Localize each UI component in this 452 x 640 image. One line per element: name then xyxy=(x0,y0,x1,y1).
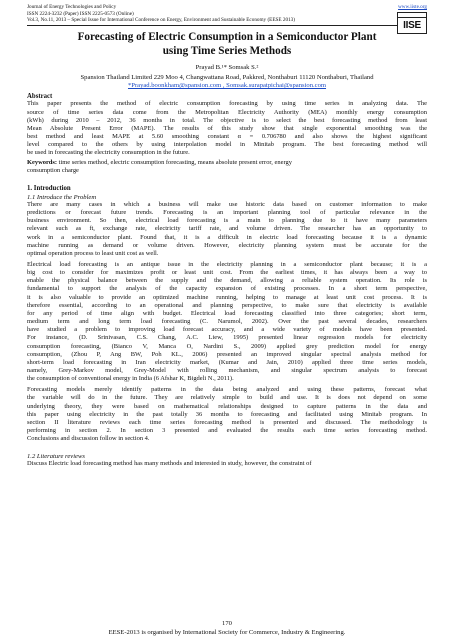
section-introduction-heading: 1. Introduction xyxy=(27,184,71,192)
keywords-label: Keywords: xyxy=(27,158,58,166)
title-line-1: Forecasting of Electric Consumption in a Semiconductor Plant xyxy=(77,31,377,44)
paper-title xyxy=(27,31,427,58)
abstract-line: source of time series data come from the Metropolitan Electricity Authority (MEA) monthly energy consumption xyxy=(27,108,427,116)
paragraph-line: therefore essential, according to an operational and planning perspective, to make sure that electricity is available xyxy=(27,301,427,309)
paragraph-line: for any period of time align with budget. Electrical load forecasting classified into three categories; short term, xyxy=(27,309,427,317)
paragraph-line: There are many cases in which a business will make use historic data based on customer information to make xyxy=(27,200,427,208)
abstract-line: (kWh) during 2010 – 2012, 36 months in total. The objective is to select the best forecasting method from least xyxy=(27,116,427,124)
paragraph-line: fundamental to support the analysis of the capacity expansion of existing processes. In a short term perspective, xyxy=(27,285,427,293)
literature-paragraph xyxy=(27,460,427,468)
paragraph-line: relevant such as ft, exchange rate, electricity tariff rate, and volume driven. The researcher has an opportunity to xyxy=(27,225,427,233)
abstract-line: be used in forecasting the electricity consumption in the future. xyxy=(27,149,190,157)
paragraph-line: the variable will do in the future. They are relatively simple to build and use. It is does not depend on some xyxy=(27,394,427,402)
paragraph-line: performing in section 2. In section 3 presented and evaluated the results each time series forecasting method. xyxy=(27,427,427,435)
abstract-heading: Abstract xyxy=(27,93,53,101)
paragraph-line: short-term load forecasting in Iran electricity market, (Kumar and Jain, 2010) applied three time series models, xyxy=(27,358,427,366)
paragraph-line: business environment. So then, electrical load forecasting is a main to planning due to it have many parameters xyxy=(27,217,427,225)
paragraph-line: consumption, (Zhou P, Ang BW, Poh KL., 2006) presented an improved singular spectral analysis method for xyxy=(27,350,427,358)
intro-paragraph-1 xyxy=(27,201,427,258)
abstract-line: Mean Absolute Present Error (MAPE). The results of this study show that single exponential smoothing was the xyxy=(27,124,427,132)
paragraph-line: section II literature reviews each time series forecasting method is presented and discussed. The methodology is xyxy=(27,418,427,426)
paragraph-line: namely, Grey-Markov model, Grey-Model with rolling mechanism, and singular spectrum analysis to forecast xyxy=(27,367,427,374)
page-number: 170 xyxy=(222,620,232,627)
paragraph-line: Conclusions and discussion follow in section 4. xyxy=(27,435,150,443)
abstract-line: best method and least MAPE at 5.60 smoothing constant α = 0.706780 and also shows the highest significant xyxy=(27,133,427,141)
keywords-line-1: time series method, electric consumption forecasting, means absolute present error, energy xyxy=(57,158,292,166)
header-rule xyxy=(27,25,397,26)
iiste-logo xyxy=(397,12,427,34)
paragraph-line: work in a semiconductor plant. Found that, it is a difficult in electric load forecasting because it is a dynamic xyxy=(27,233,427,241)
page-footer: EESE-2013 is organised by International Society for Commerce, Industry & Engineering. xyxy=(108,629,346,636)
subsection-problem-heading: 1.1 Introduce the Problem xyxy=(27,193,97,201)
paragraph-line: optimal operation process to least unit cost as well. xyxy=(27,249,159,257)
paragraph-line: predictions or forecast future trends. Forecasting is an important planning tool of particular relevance in the xyxy=(27,209,427,217)
journal-name: Journal of Energy Technologies and Policy xyxy=(27,4,117,10)
paragraph-line: this paper using electricity in the past totally 36 months to forecasting and facilitated using Minitab program. In xyxy=(27,410,427,418)
subsection-literature-heading: 1.2 Literature reviews xyxy=(27,453,85,461)
logo-text: IISE xyxy=(403,20,421,31)
journal-volume: Vol.3, No.11, 2013 – Special Issue for International Conference on Energy, Environment and Sustainable Economy (EESE 2013) xyxy=(27,17,295,24)
paragraph-line: enable the physical balance between the supply and the demand, allowing a reliable system operation. Its role is xyxy=(27,277,427,285)
paragraph-line: Discuss Electric load forecasting method has many methods and interested in study, however, the constraint of xyxy=(27,460,312,468)
intro-paragraph-3 xyxy=(27,386,427,443)
paragraph-line: Electrical load forecasting is an antique issue in the electricity planning in a semiconductor plant because; it is a xyxy=(27,260,427,268)
intro-paragraph-2 xyxy=(27,261,427,383)
paragraph-line: For instance, (D. Srinivasan, C.S. Chang, A.C. Liew, 1995) presented linear regression models for electricity xyxy=(27,334,427,342)
journal-issn: ISSN 2224-3232 (Paper) ISSN 2225-0573 (Online) xyxy=(27,10,134,17)
paper-page xyxy=(27,4,427,636)
paragraph-line: have studied a problem to improving load forecast accuracy, and a wide variety of models have been presented. xyxy=(27,326,427,334)
abstract-line: level compared to the others by using interpolation model in Minitab program. The best forecasting method will xyxy=(27,141,427,149)
abstract-text xyxy=(27,100,427,157)
author-emails[interactable]: *Prayad.boonkham@spansion.com , Somsak.surapatpichai@spansion.com xyxy=(127,82,327,90)
paragraph-line: medium term and long term load forecasting (C. Narumol, 2002). Over the past several decades, researchers xyxy=(27,318,427,326)
paragraph-line: the consumption of conventional energy in India (6 Afshar K, Bigdeli N., 2011). xyxy=(27,375,234,383)
keywords-line-2: consumption charge xyxy=(27,166,79,174)
title-line-2: using Time Series Methods xyxy=(162,44,292,57)
paragraph-line: underlying theory, they were based on mathematical relationships designed to capture patterns in the data and xyxy=(27,402,427,410)
authors: Prayad B.¹* Somsak S.² xyxy=(195,64,259,72)
abstract-line: This paper presents the method of electric consumption forecasting by using time series in analyzing data. The xyxy=(27,100,427,108)
keywords xyxy=(27,159,427,167)
paragraph-line: machine running as demand or volume driven. However, electricity planning system must be accurate for the xyxy=(27,241,427,249)
journal-header xyxy=(27,4,427,31)
paragraph-line: it is also valuable to provide an optimized machine running, helping to manage at least unit cost process. It is xyxy=(27,293,427,301)
affiliation: Spansion Thailand Limited 229 Moo 4, Changwattana Road, Pakkred, Nonthaburi 11120 Nonthaburi, Thailand xyxy=(80,74,374,82)
paragraph-line: consumption forecasting, (Bianco V, Manca O, Nardini S., 2009) applied grey prediction model for energy xyxy=(27,342,427,350)
paragraph-line: big cost to consider for maximizes profit or least unit cost. From the earliest times, it has always been a way to xyxy=(27,269,427,277)
paragraph-line: Forecasting models merely identify patterns in the data being analyzed and using these patterns, forecast what xyxy=(27,386,427,394)
journal-url-link[interactable]: www.iiste.org xyxy=(398,4,427,10)
